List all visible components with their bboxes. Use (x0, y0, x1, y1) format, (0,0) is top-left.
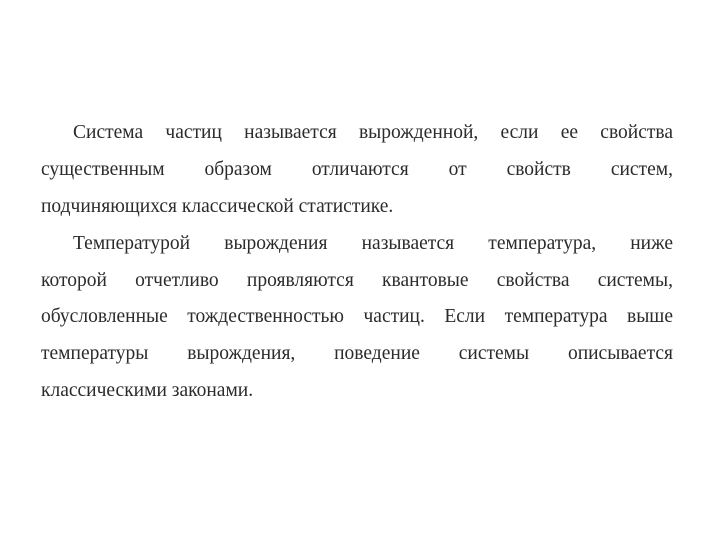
word: поведение (334, 343, 420, 365)
word: описывается (567, 343, 673, 365)
text-line (41, 152, 673, 189)
paragraph-degeneracy-temperature (41, 226, 673, 410)
word: системы, (597, 269, 673, 291)
word: частиц. (363, 306, 425, 328)
word: вырожденной, (358, 122, 479, 143)
word: отличаются (311, 158, 409, 180)
word: ниже (630, 232, 673, 254)
text-line (41, 263, 673, 300)
word: системы (458, 343, 530, 365)
word: проявляются (246, 269, 354, 291)
word: называется (361, 232, 455, 254)
word: температура (504, 306, 608, 328)
word: отчетливо (135, 269, 219, 291)
text-line (41, 299, 673, 336)
word: Система (73, 122, 144, 143)
word: тождественностью (187, 306, 344, 328)
word: от (448, 158, 467, 180)
word: температура, (488, 232, 597, 254)
word: Если (444, 306, 486, 328)
text-line-last: классическими законами. (41, 380, 254, 402)
text-line (41, 115, 673, 152)
word: выше (627, 306, 673, 328)
word: температуры (41, 343, 149, 365)
word: обусловленные (41, 306, 168, 328)
paragraph-degenerate-system (41, 115, 673, 226)
word: называется (244, 122, 337, 143)
word: свойства (600, 122, 673, 143)
word: свойства (496, 269, 570, 291)
word: квантовые (382, 269, 469, 291)
text-line (41, 336, 673, 373)
word: вырождения, (187, 343, 296, 365)
word: Температурой (73, 232, 191, 254)
word: образом (204, 158, 272, 180)
word: свойств (506, 158, 571, 180)
word: которой (41, 269, 107, 291)
text-line-last: подчиняющихся классической статистике. (41, 195, 394, 217)
document-body (41, 115, 673, 410)
word: если (500, 122, 539, 143)
word: систем, (610, 158, 673, 180)
word: частиц (165, 122, 222, 143)
word: ее (560, 122, 579, 143)
text-line (41, 226, 673, 263)
word: существенным (41, 158, 165, 180)
word: вырождения (224, 232, 328, 254)
